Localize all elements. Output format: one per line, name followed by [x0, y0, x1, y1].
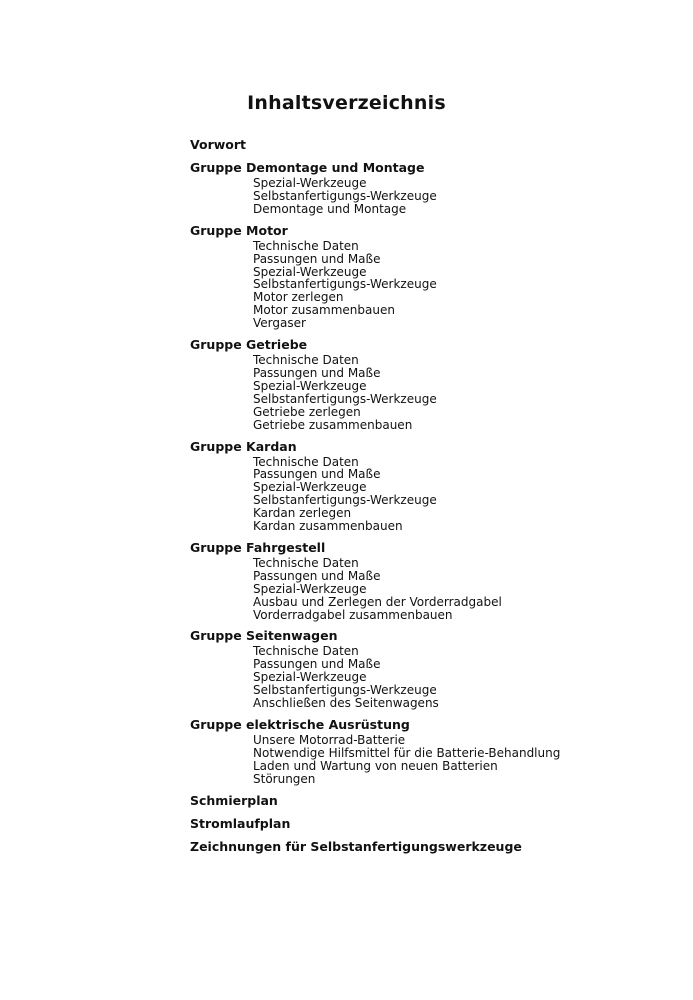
toc-subitem: Motor zerlegen — [253, 290, 344, 305]
toc-subitems — [190, 734, 670, 786]
toc-heading: Gruppe Kardan — [190, 438, 297, 454]
toc-subitem: Passungen und Maße — [253, 251, 381, 266]
toc-subitem: Unsere Motorrad-Batterie — [253, 733, 406, 747]
toc-subitem: Selbstanfertigungs-Werkzeuge — [253, 277, 437, 292]
toc-section — [190, 336, 670, 431]
toc-subitem: Kardan zerlegen — [253, 506, 352, 521]
toc-subitem: Technische Daten — [253, 644, 359, 659]
toc-subitem: Kardan zusammenbauen — [253, 519, 403, 534]
toc-subitem: Laden und Wartung von neuen Batterien — [253, 758, 498, 773]
toc-subitem: Spezial-Werkzeuge — [253, 176, 367, 190]
toc-subitem: Passungen und Maße — [253, 365, 381, 380]
toc-heading: Stromlaufplan — [190, 815, 291, 831]
toc-subitem: Passungen und Maße — [253, 467, 381, 482]
toc-subitem: Spezial-Werkzeuge — [253, 581, 367, 596]
toc-heading: Zeichnungen für Selbstanfertigungswerkzeuge — [190, 838, 522, 854]
toc-subitem: Technische Daten — [253, 353, 359, 368]
toc-section — [190, 792, 670, 809]
toc-subitem: Selbstanfertigungs-Werkzeuge — [253, 188, 437, 203]
toc-subitems — [190, 456, 670, 533]
toc-subitem: Technische Daten — [253, 454, 359, 469]
toc-subitem: Spezial-Werkzeuge — [253, 378, 367, 393]
toc-section — [190, 159, 670, 216]
toc-subitem: Passungen und Maße — [253, 568, 381, 583]
toc-subitem: Getriebe zerlegen — [253, 404, 361, 419]
toc-section — [190, 438, 670, 533]
toc-subitems — [190, 240, 670, 330]
toc-section — [190, 716, 670, 786]
toc-subitem: Spezial-Werkzeuge — [253, 480, 367, 495]
toc-subitem: Technische Daten — [253, 555, 359, 570]
toc-subitem: Getriebe zusammenbauen — [253, 417, 413, 432]
toc-subitems — [190, 177, 670, 216]
toc-subitem: Technische Daten — [253, 238, 359, 253]
toc-subitem: Selbstanfertigungs-Werkzeuge — [253, 683, 437, 698]
toc-heading: Gruppe Getriebe — [190, 337, 308, 353]
toc-heading: Gruppe Fahrgestell — [190, 539, 326, 555]
toc-section — [190, 222, 670, 330]
toc-subitem: Ausbau und Zerlegen der Vorderradgabel — [253, 594, 502, 609]
toc-heading: Vorwort — [190, 137, 247, 152]
toc-subitems — [190, 557, 670, 622]
toc-subitems — [190, 645, 670, 710]
toc-subitem: Selbstanfertigungs-Werkzeuge — [253, 493, 437, 508]
toc-subitem: Demontage und Montage — [253, 201, 407, 216]
toc-subitems — [190, 354, 670, 431]
toc-section — [190, 539, 670, 622]
toc-subitem: Vergaser — [253, 316, 306, 331]
toc-subitem: Vorderradgabel zusammenbauen — [253, 607, 453, 622]
toc-subitem: Anschließen des Seitenwagens — [253, 696, 439, 711]
table-of-contents — [190, 136, 670, 861]
toc-subitem: Selbstanfertigungs-Werkzeuge — [253, 391, 437, 406]
toc-subitem: Spezial-Werkzeuge — [253, 670, 367, 685]
toc-section — [190, 838, 670, 855]
toc-subitem: Spezial-Werkzeuge — [253, 264, 367, 279]
toc-heading: Schmierplan — [190, 792, 278, 808]
toc-heading: Gruppe Motor — [190, 222, 288, 238]
toc-subitem: Störungen — [253, 771, 316, 786]
toc-section — [190, 627, 670, 710]
toc-heading: Gruppe elektrische Ausrüstung — [190, 717, 410, 732]
toc-heading: Gruppe Seitenwagen — [190, 628, 338, 644]
toc-subitem: Passungen und Maße — [253, 657, 381, 672]
page-title: Inhaltsverzeichnis — [247, 92, 446, 114]
toc-section — [190, 815, 670, 832]
toc-subitem: Motor zusammenbauen — [253, 303, 395, 318]
toc-heading: Gruppe Demontage und Montage — [190, 160, 425, 175]
toc-subitem: Notwendige Hilfsmittel für die Batterie-Behandlung — [253, 745, 561, 760]
toc-section — [190, 136, 670, 153]
